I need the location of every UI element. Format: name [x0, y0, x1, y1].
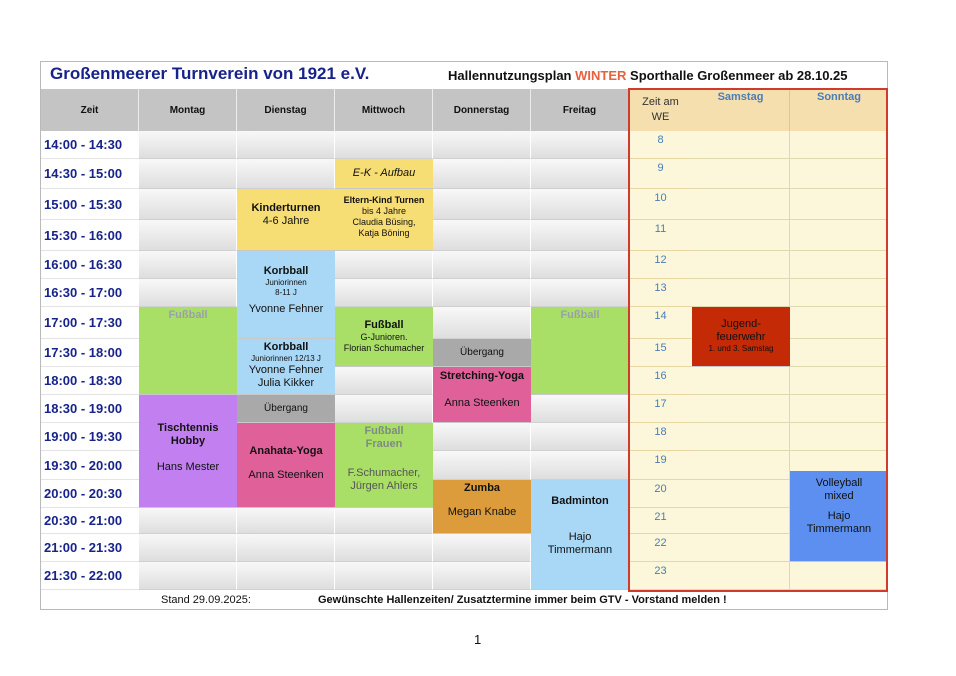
footer-stand: Stand 29.09.2025:: [161, 594, 251, 606]
event-fussball-montag-label: Fußball: [168, 309, 208, 321]
event-korbball-8-11: [237, 251, 335, 339]
subtitle-suffix: Sporthalle Großenmeer ab 28.10.25: [626, 68, 848, 83]
event-badminton: [531, 480, 629, 590]
page-title: Großenmeerer Turnverein von 1921 e.V.: [50, 64, 370, 83]
schedule-cell: [531, 395, 629, 423]
subtitle-season: WINTER: [575, 68, 627, 83]
event-fussball-frauen-trainer1: F.Schumacher,: [347, 467, 421, 479]
weekend-hour-label: 13: [629, 279, 692, 307]
event-elternkind-title: Eltern-Kind Turnen: [343, 195, 425, 205]
schedule-cell: [433, 423, 531, 451]
event-uebergang-dienstag: [237, 395, 335, 423]
event-badminton-trainer2: Timmermann: [547, 544, 613, 556]
event-kinderturnen-sub: 4-6 Jahre: [262, 215, 310, 227]
schedule-cell: [531, 131, 629, 159]
schedule-cell: [433, 220, 531, 251]
schedule-cell: [531, 251, 629, 279]
event-korbball2-trainer2: Julia Kikker: [257, 377, 315, 389]
event-fussball-g-line1: G-Junioren.: [360, 332, 408, 342]
event-fussball-g-junioren: [335, 307, 433, 367]
schedule-cell: [531, 451, 629, 480]
schedule-cell: [433, 251, 531, 279]
time-slot-label: 14:30 - 15:00: [41, 159, 139, 189]
schedule-cell: [335, 131, 433, 159]
event-anahata-title: Anahata-Yoga: [249, 445, 323, 457]
event-kinderturnen-title: Kinderturnen: [251, 202, 321, 214]
event-fussball-g-line2: Florian Schumacher: [343, 343, 425, 353]
schedule-cell: [433, 451, 531, 480]
event-fussball-montag: [139, 307, 237, 395]
schedule-cell: [433, 189, 531, 220]
weekend-hour-label: 8: [629, 131, 692, 159]
weekend-hour-label: 20: [629, 480, 692, 508]
event-uebergang-do-label: Übergang: [460, 347, 504, 358]
event-zumba: [433, 480, 531, 534]
time-slot-label: 19:30 - 20:00: [41, 451, 139, 480]
header-dienstag: Dienstag: [237, 89, 335, 132]
schedule-cell: [433, 131, 531, 159]
event-volleyball-trainer1: Hajo: [827, 510, 851, 522]
schedule-cell: [237, 508, 335, 534]
event-zumba-title: Zumba: [463, 482, 501, 494]
header-zeit: Zeit: [41, 89, 139, 132]
schedule-cell: [139, 251, 237, 279]
event-korbball2-trainer1: Yvonne Fehner: [248, 364, 324, 376]
page-subtitle: [448, 68, 848, 83]
schedule-cell: [531, 423, 629, 451]
event-badminton-title: Badminton: [551, 495, 609, 507]
event-volleyball-line1: Volleyball: [815, 477, 863, 489]
event-korbball2-line1: Juniorinnen 12/13 J: [251, 354, 321, 363]
event-feuerwehr-line3: 1. und 3. Samstag: [708, 344, 774, 353]
time-slot-label: 18:00 - 18:30: [41, 367, 139, 395]
event-feuerwehr-line1: Jugend-: [721, 318, 761, 330]
weekend-hour-label: 17: [629, 395, 692, 423]
event-uebergang-donnerstag: [433, 339, 531, 367]
schedule-cell: [335, 562, 433, 590]
schedule-cell: [237, 159, 335, 189]
header-montag: Montag: [139, 89, 237, 132]
header-freitag: Freitag: [531, 89, 629, 132]
event-fussball-freitag: [531, 307, 629, 395]
event-uebergang-di-label: Übergang: [264, 403, 308, 414]
schedule-cell: [237, 562, 335, 590]
schedule-cell: [139, 508, 237, 534]
schedule-cell: [433, 534, 531, 562]
event-korbball1-trainer: Yvonne Fehner: [248, 303, 324, 315]
event-korbball1-line2: 8-11 J: [275, 288, 297, 297]
footer-note: Gewünschte Hallenzeiten/ Zusatztermine immer beim GTV - Vorstand melden !: [318, 594, 727, 606]
header-donnerstag: Donnerstag: [433, 89, 531, 132]
schedule-cell: [433, 159, 531, 189]
schedule-cell: [335, 367, 433, 395]
weekend-hour-label: 18: [629, 423, 692, 451]
event-elternkind-line3: Katja Böning: [358, 228, 410, 238]
schedule-cell: [531, 279, 629, 307]
weekend-hour-label: 21: [629, 508, 692, 534]
weekend-hour-label: 15: [629, 339, 692, 367]
schedule-cell: [531, 220, 629, 251]
event-fussball-frauen: [335, 423, 433, 508]
time-slot-label: 14:00 - 14:30: [41, 131, 139, 159]
event-stretching-title: Stretching-Yoga: [439, 370, 525, 382]
event-korbball1-line1: Juniorinnen: [265, 278, 307, 287]
header-we-line1: Zeit am: [642, 96, 679, 108]
time-slot-label: 18:30 - 19:00: [41, 395, 139, 423]
schedule-cell: [237, 131, 335, 159]
weekend-hour-label: 11: [629, 220, 692, 251]
schedule-cell: [335, 279, 433, 307]
schedule-cell: [433, 562, 531, 590]
weekend-hour-label: 10: [629, 189, 692, 220]
time-slot-label: 15:00 - 15:30: [41, 189, 139, 220]
event-fussball-frauen-line1: Fußball: [364, 425, 404, 437]
event-anahata-yoga: [237, 423, 335, 508]
event-badminton-trainer1: Hajo: [568, 531, 592, 543]
weekend-hour-label: 23: [629, 562, 692, 590]
event-tischtennis-line1: Tischtennis: [157, 422, 219, 434]
event-korbball1-title: Korbball: [263, 265, 309, 277]
weekend-hour-label: 9: [629, 159, 692, 189]
weekend-hour-label: 19: [629, 451, 692, 480]
schedule-cell: [139, 220, 237, 251]
page-number: 1: [474, 632, 482, 647]
event-feuerwehr-line2: feuerwehr: [716, 331, 766, 343]
schedule-cell: [139, 189, 237, 220]
schedule-cell: [335, 251, 433, 279]
event-eltern-kind-turnen: [335, 189, 433, 251]
event-volleyball-trainer2: Timmermann: [806, 523, 872, 535]
schedule-cell: [433, 307, 531, 339]
time-slot-label: 19:00 - 19:30: [41, 423, 139, 451]
schedule-cell: [335, 534, 433, 562]
header-mittwoch: Mittwoch: [335, 89, 433, 132]
event-fussball-frauen-trainer2: Jürgen Ahlers: [350, 480, 418, 492]
time-slot-label: 20:30 - 21:00: [41, 508, 139, 534]
event-stretching-yoga: [433, 367, 531, 423]
event-fussball-g-title: Fußball: [364, 319, 404, 331]
weekend-hour-label: 14: [629, 307, 692, 339]
schedule-cell: [139, 562, 237, 590]
schedule-cell: [139, 279, 237, 307]
time-slot-label: 20:00 - 20:30: [41, 480, 139, 508]
schedule-cell: [335, 508, 433, 534]
header-sonntag: Sonntag: [790, 89, 888, 132]
subtitle-prefix: Hallennutzungsplan: [448, 68, 576, 83]
time-slot-label: 16:30 - 17:00: [41, 279, 139, 307]
event-tischtennis-trainer: Hans Mester: [156, 461, 220, 473]
schedule-cell: [139, 131, 237, 159]
event-ek-aufbau: [335, 159, 433, 189]
time-slot-label: 17:30 - 18:00: [41, 339, 139, 367]
time-slot-label: 17:00 - 17:30: [41, 307, 139, 339]
schedule-cell: [237, 534, 335, 562]
event-tischtennis-hobby: [139, 395, 237, 508]
schedule-cell: [433, 279, 531, 307]
event-elternkind-line1: bis 4 Jahre: [361, 206, 407, 216]
schedule-cell: [139, 534, 237, 562]
schedule-cell: [335, 395, 433, 423]
event-elternkind-line2: Claudia Büsing,: [352, 217, 416, 227]
header-we-line2: WE: [651, 111, 670, 123]
event-korbball2-title: Korbball: [263, 341, 309, 353]
weekend-hour-label: 22: [629, 534, 692, 562]
event-fussball-freitag-label: Fußball: [560, 309, 600, 321]
time-slot-label: 21:00 - 21:30: [41, 534, 139, 562]
weekend-highlight-border: [628, 88, 888, 592]
event-volleyball-line2: mixed: [824, 490, 854, 502]
weekend-hour-label: 16: [629, 367, 692, 395]
header-samstag: Samstag: [692, 89, 790, 132]
time-slot-label: 16:00 - 16:30: [41, 251, 139, 279]
event-fussball-frauen-line2: Frauen: [365, 438, 403, 450]
schedule-cell: [531, 159, 629, 189]
event-stretching-trainer: Anna Steenken: [444, 397, 520, 409]
event-korbball-12-13: [237, 339, 335, 395]
event-tischtennis-line2: Hobby: [170, 435, 206, 447]
event-anahata-trainer: Anna Steenken: [248, 469, 324, 481]
event-ek-aufbau-label: E-K - Aufbau: [352, 167, 416, 179]
event-zumba-trainer: Megan Knabe: [447, 506, 517, 518]
time-slot-label: 21:30 - 22:00: [41, 562, 139, 590]
event-kinderturnen: [237, 189, 335, 251]
weekend-hour-label: 12: [629, 251, 692, 279]
schedule-cell: [531, 189, 629, 220]
time-slot-label: 15:30 - 16:00: [41, 220, 139, 251]
schedule-cell: [139, 159, 237, 189]
